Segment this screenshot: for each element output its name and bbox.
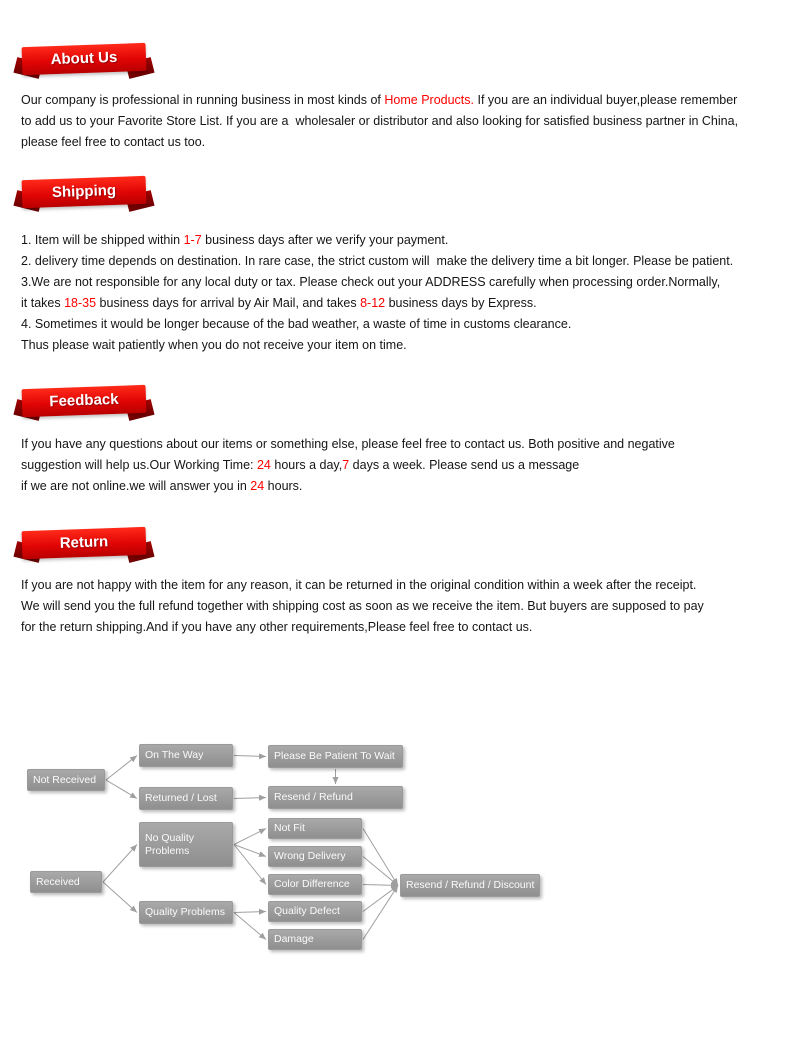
highlighted-text: 7 <box>342 458 350 472</box>
feedback-text <box>21 434 675 497</box>
flowchart-arrows <box>0 735 800 975</box>
highlighted-text: 1-7 <box>183 233 202 247</box>
flow-node-color-difference <box>268 874 362 895</box>
flow-node-returned-lost <box>139 787 233 810</box>
flow-node-resend-refund-discount <box>400 874 540 897</box>
flow-node-label: Wrong Delivery <box>274 850 346 863</box>
flow-node-received <box>30 871 102 893</box>
text-segment: please feel free to contact us too. <box>21 135 206 149</box>
text-line <box>21 617 704 638</box>
flow-node-label: No Quality Problems <box>145 831 195 857</box>
text-segment: business days after we verify your payment. <box>201 233 449 247</box>
text-line <box>21 434 675 455</box>
return-text <box>21 575 704 638</box>
text-segment: if we are not online.we will answer you in <box>21 479 251 493</box>
highlighted-text: 24 <box>256 458 271 472</box>
flow-node-label: Not Received <box>33 773 97 786</box>
flow-node-label: Quality Defect <box>274 905 340 918</box>
flow-node-on-the-way <box>139 744 233 767</box>
feedback-banner-label: Feedback <box>22 385 147 417</box>
text-line <box>21 111 738 132</box>
about-banner-label: About Us <box>22 43 147 75</box>
text-segment: business days by Express. <box>385 296 537 310</box>
text-line <box>21 314 733 335</box>
feedback-banner <box>22 387 146 421</box>
flow-node-label: Damage <box>274 933 314 946</box>
highlighted-text: 8-12 <box>360 296 386 310</box>
shipping-text <box>21 230 733 356</box>
text-segment: If you are not happy with the item for any reason, it can be returned in the original condition within a week after the receipt. <box>21 578 697 592</box>
about-text <box>21 90 738 153</box>
flow-node-wrong-delivery <box>268 846 362 867</box>
flow-node-quality-problems <box>139 901 233 924</box>
text-line <box>21 455 675 476</box>
text-segment: it takes <box>21 296 65 310</box>
text-line <box>21 335 733 356</box>
shipping-banner <box>22 178 146 212</box>
text-segment: If you have any questions about our items or something else, please feel free to contact us. Both positive and negative <box>21 437 675 451</box>
text-line <box>21 293 733 314</box>
flow-node-patient-wait <box>268 745 403 768</box>
text-segment: 1. Item will be shipped within <box>21 233 184 247</box>
text-segment: suggestion will help us.Our Working Time: <box>21 458 257 472</box>
flow-node-label: Resend / Refund <box>274 791 353 804</box>
text-segment: business days for arrival by Air Mail, and takes <box>96 296 361 310</box>
flow-node-resend-refund <box>268 786 403 809</box>
text-line <box>21 90 738 111</box>
text-line <box>21 272 733 293</box>
text-line <box>21 476 675 497</box>
text-line <box>21 251 733 272</box>
text-segment: 2. delivery time depends on destination. In rare case, the strict custom will make the delivery time a bit longer. Please be patient. <box>21 254 734 268</box>
return-banner <box>22 529 146 563</box>
text-segment: days a week. Please send us a message <box>349 458 580 472</box>
highlighted-text: 18-35 <box>64 296 97 310</box>
text-line <box>21 596 704 617</box>
order-flowchart <box>0 735 800 975</box>
text-segment: hours. <box>264 479 303 493</box>
text-line <box>21 230 733 251</box>
text-segment: If you are an individual buyer,please remember <box>474 93 738 107</box>
text-segment: to add us to your Favorite Store List. If you are a wholesaler or distributor and also looking for satisfied business partner in China, <box>21 114 739 128</box>
highlighted-text: Home Products. <box>384 93 474 107</box>
flow-node-damage <box>268 929 362 950</box>
flow-node-label: On The Way <box>145 749 204 762</box>
shipping-banner-label: Shipping <box>22 176 147 208</box>
flow-node-not-fit <box>268 818 362 839</box>
flow-node-label: Color Difference <box>274 878 350 891</box>
flow-node-label: Please Be Patient To Wait <box>274 750 395 763</box>
text-segment: We will send you the full refund together with shipping cost as soon as we receive the item. But buyers are supposed to pay <box>21 599 704 613</box>
flow-node-label: Not Fit <box>274 822 305 835</box>
about-banner <box>22 45 146 79</box>
flow-node-label: Received <box>36 875 80 888</box>
text-segment: 4. Sometimes it would be longer because of the bad weather, a waste of time in customs clearance. <box>21 317 572 331</box>
flow-node-label: Returned / Lost <box>145 792 217 805</box>
text-segment: 3.We are not responsible for any local duty or tax. Please check out your ADDRESS carefully when processing order.Normally, <box>21 275 721 289</box>
text-segment: for the return shipping.And if you have any other requirements,Please feel free to contact us. <box>21 620 533 634</box>
flow-node-label: Quality Problems <box>145 906 225 919</box>
text-segment: Thus please wait patiently when you do not receive your item on time. <box>21 338 407 352</box>
return-banner-label: Return <box>22 527 147 559</box>
text-segment: Our company is professional in running business in most kinds of <box>21 93 385 107</box>
flow-node-label: Resend / Refund / Discount <box>406 879 535 892</box>
text-segment: hours a day, <box>270 458 343 472</box>
text-line <box>21 132 738 153</box>
flow-node-no-quality-problems <box>139 822 233 867</box>
flow-node-not-received <box>27 769 105 791</box>
flow-node-quality-defect <box>268 901 362 922</box>
highlighted-text: 24 <box>250 479 265 493</box>
text-line <box>21 575 704 596</box>
